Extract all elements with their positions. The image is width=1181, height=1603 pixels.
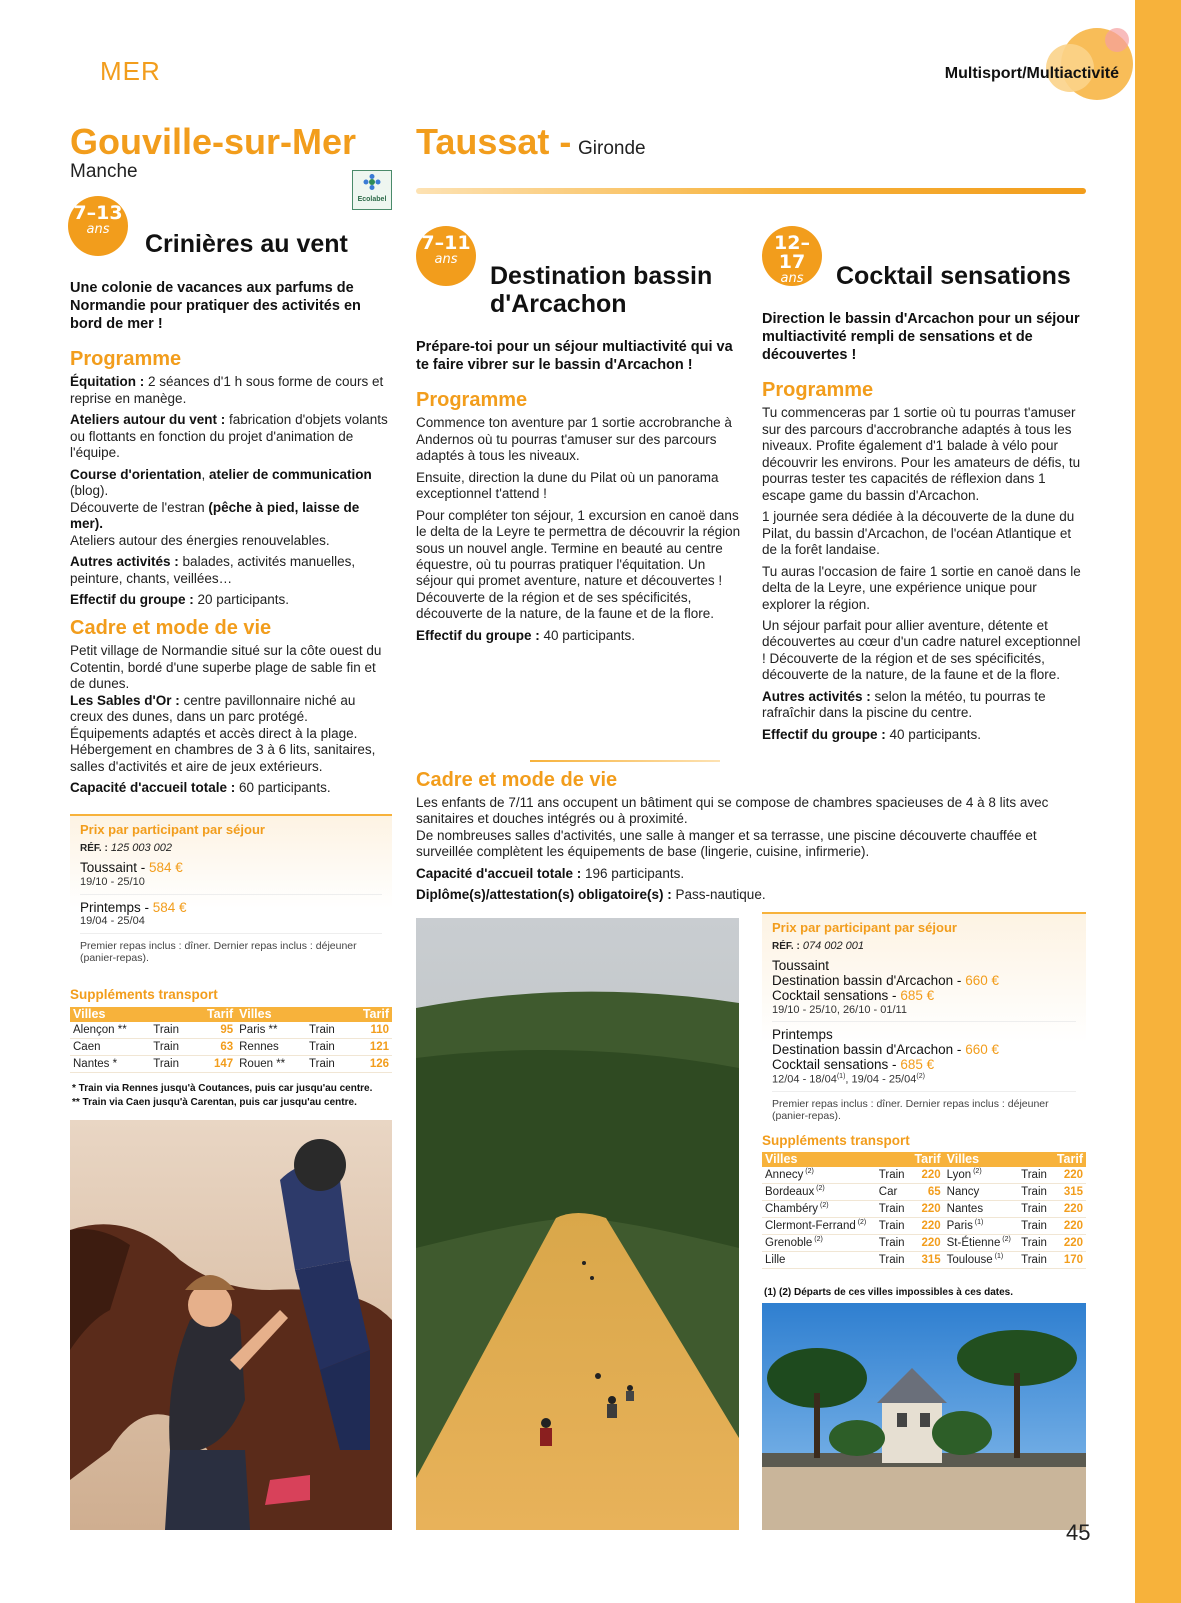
tarif-cell: 147: [193, 1056, 236, 1073]
programme-heading: Programme: [762, 379, 874, 402]
program-item: Découverte de l'estran (pêche à pied, laisse de mer).: [70, 499, 360, 532]
program-item: Commence ton aventure par 1 sortie accrobranche à Andernos où tu pourras t'amuser sur des parcours adaptés à tous les niveaux.: [416, 415, 732, 464]
period-printemps: Printemps: [772, 1027, 833, 1043]
cadre-text: Petit village de Normandie situé sur la côte ouest du Cotentin, bordé d'une superbe plage de sable fin et de dunes.: [70, 643, 382, 692]
city-cell: St-Étienne $^{(2)}$: [944, 1235, 1018, 1252]
mode-cell: Train: [306, 1056, 349, 1073]
transport-notes: * Train via Rennes jusqu'à Coutances, puis car jusqu'au centre. ** Train via Caen jusqu'à Carentan, puis car jusqu'au centre.: [72, 1083, 373, 1108]
mode-cell: Train: [306, 1039, 349, 1056]
program-item: Course d'orientation, atelier de communication (blog).: [70, 466, 372, 499]
reference: RÉF. : 125 003 002: [80, 841, 173, 854]
program-item: Ateliers autour des énergies renouvelables.: [70, 532, 330, 548]
program-item: Autres activités : balades, activités manuelles, peinture, chants, veillées…: [70, 554, 356, 586]
cadre-heading: Cadre et mode de vie: [416, 769, 618, 791]
age-badge-cocktail: 12–17 ans: [762, 226, 822, 286]
cocktail-content: [762, 310, 1087, 748]
table-row: [70, 1039, 392, 1056]
program-item: Autres activités : selon la météo, tu pourras te rafraîchir dans la piscine du centre.: [762, 688, 1046, 721]
side-color-bar: [1135, 0, 1181, 1603]
city-cell: Bordeaux $^{(2)}$: [762, 1184, 876, 1201]
cadre-underline: [530, 760, 720, 762]
dates-toussaint: 19/10 - 25/10: [80, 876, 382, 894]
mode-cell: Train: [150, 1056, 193, 1073]
city-cell: Toulouse $^{(1)}$: [944, 1252, 1018, 1269]
city-cell: Paris $^{(1)}$: [944, 1218, 1018, 1235]
mode-cell: Train: [150, 1022, 193, 1039]
mode-cell: Train: [876, 1252, 910, 1269]
age-badge-gouville: 7–13 ans: [68, 196, 128, 256]
tarif-cell: 315: [910, 1252, 944, 1269]
dates-printemps: 12/04 - 18/04$^{(1)}$, 19/04 - 25/04$^{(2)}$: [772, 1073, 1076, 1092]
city-cell: Clermont-Ferrand $^{(2)}$: [762, 1218, 876, 1235]
table-row: [762, 1201, 1086, 1218]
period-toussaint: Toussaint: [772, 958, 830, 974]
photo-dune-pilat: [416, 918, 739, 1530]
price-box-taussat: [762, 912, 1086, 1128]
city-cell: Nancy: [944, 1184, 1018, 1201]
city-cell: Chambéry $^{(2)}$: [762, 1201, 876, 1218]
city-cell: Nantes: [944, 1201, 1018, 1218]
tarif-cell: 220: [910, 1235, 944, 1252]
tarif-cell: 220: [910, 1167, 944, 1184]
city-cell: Rouen **: [236, 1056, 306, 1073]
repas-info: Premier repas inclus : dîner. Dernier repas inclus : déjeuner (panier-repas).: [772, 1097, 1049, 1122]
city-cell: Rennes: [236, 1039, 306, 1056]
program-item: Tu commenceras par 1 sortie où tu pourras t'amuser sur des parcours d'accrobranche adaptés à tous les niveaux. Profite également d'1 balade à vélo pour découvrir les environs. Pour les amateurs de défis, tu pourras tester tes capacités de réflexion dans 1 escape game du bassin d'Arcachon.: [762, 405, 1081, 503]
mode-cell: Train: [1018, 1218, 1052, 1235]
ecolabel-logo: Ecolabel: [352, 170, 392, 210]
region-manche: Manche: [70, 161, 138, 182]
table-row: [762, 1235, 1086, 1252]
table-row: [70, 1056, 392, 1073]
section-label: MER: [100, 56, 161, 86]
mode-cell: Train: [876, 1218, 910, 1235]
cadre-text: Les Sables d'Or : centre pavillonnaire niché au creux des dunes, dans un parc protégé. Équipements adaptés et accès direct à la plage. Hébergement en chambres de 3 à 6 lits, sanitaires, salles d'activités et aire de jeux extérieurs.: [70, 692, 376, 774]
dates-printemps: 19/04 - 25/04: [80, 915, 382, 933]
city-cell: Nantes *: [70, 1056, 150, 1073]
cadre-heading: Cadre et mode de vie: [70, 617, 272, 640]
table-row: [762, 1184, 1086, 1201]
intro-gouville: Une colonie de vacances aux parfums de Normandie pour pratiquer des activités en bord de mer !: [70, 280, 361, 333]
cadre-text: Capacité d'accueil totale : 60 participants.: [70, 780, 331, 796]
program-item: Équitation : 2 séances d'1 h sous forme de cours et reprise en manège.: [70, 374, 384, 406]
mode-cell: Train: [306, 1022, 349, 1039]
tarif-cell: 220: [1052, 1218, 1086, 1235]
tarif-cell: 126: [349, 1056, 392, 1073]
destination-content: [416, 338, 741, 649]
programme-heading: Programme: [70, 348, 182, 371]
cadre-text: Les enfants de 7/11 ans occupent un bâtiment qui se compose de chambres spacieuses de 4 à 8 lits avec sanitaires et douches intégrés ou à proximité.: [416, 795, 1049, 827]
tarif-cell: 65: [910, 1184, 944, 1201]
cadre-text: Diplôme(s)/attestation(s) obligatoire(s) : Pass-nautique.: [416, 887, 766, 903]
tarif-cell: 220: [910, 1218, 944, 1235]
tarif-cell: 220: [1052, 1201, 1086, 1218]
reference: RÉF. : 074 002 001: [772, 939, 865, 952]
sejour-title-destination: Destination bassin d'Arcachon: [490, 262, 713, 318]
program-item: Effectif du groupe : 20 participants.: [70, 592, 290, 607]
region-gironde: Gironde: [578, 138, 646, 159]
transport-table-taussat: Villes Tarif Villes Tarif Annecy $^{(2)}$ Train 220 Lyon $^{(2)}$ Train 220 Bordeaux $^{(2)}$ Car 65 Nancy Train 315 Chambéry $^{(2)}$ Train 220 Nantes Train 220 Clermont-Ferrand $^{(2)}$ Train 220 Paris $^{(1)}$ Train 220 Grenoble $^{(2)}$ Train 220 St-Étienne $^{(2)}$ Train 220 Lille Train 315 Toulouse $^{(1)}$ Train 170: [762, 1152, 1086, 1269]
price-title: Prix par participant par séjour: [772, 920, 957, 935]
city-cell: Paris **: [236, 1022, 306, 1039]
table-row: [70, 1022, 392, 1039]
city-cell: Grenoble $^{(2)}$: [762, 1235, 876, 1252]
cadre-text: De nombreuses salles d'activités, une salle à manger et sa terrasse, une piscine découverte chauffée et surveillée complètent les équipements de base (lingerie, cuisine, infirmerie).: [416, 827, 1037, 860]
flower-icon: [361, 174, 383, 192]
program-item: Ateliers autour du vent : fabrication d'objets volants ou flottants en fonction du projet d'animation de l'équipe.: [70, 412, 388, 461]
tarif-cell: 220: [1052, 1235, 1086, 1252]
price-toussaint: Toussaint - 584 €: [80, 860, 183, 876]
dates-toussaint: 19/10 - 25/10, 26/10 - 01/11: [772, 1004, 1076, 1022]
city-cell: Lille: [762, 1252, 876, 1269]
mode-cell: Train: [1018, 1235, 1052, 1252]
city-cell: Caen: [70, 1039, 150, 1056]
price-destination-printemps: Destination bassin d'Arcachon - 660 €: [772, 1042, 999, 1058]
gouville-content: [70, 279, 390, 802]
page-number: 45: [1066, 1520, 1091, 1545]
table-row: [762, 1252, 1086, 1269]
tarif-cell: 121: [349, 1039, 392, 1056]
photo-equitation: [70, 1120, 392, 1530]
program-item: Un séjour parfait pour allier aventure, détente et découvertes au cœur d'un cadre naturel exceptionnel ! Découverte de la région et de ses spécificités, découverte de la nature, de la faune et de la flore.: [762, 618, 1081, 683]
title-underline: [416, 188, 1086, 194]
repas-info: Premier repas inclus : dîner. Dernier repas inclus : déjeuner (panier-repas).: [80, 939, 357, 964]
program-item: Effectif du groupe : 40 participants.: [762, 726, 982, 742]
city-cell: Alençon **: [70, 1022, 150, 1039]
mode-cell: Train: [150, 1039, 193, 1056]
intro-destination: Prépare-toi pour un séjour multiactivité qui va te faire vibrer sur le bassin d'Arcachon !: [416, 339, 733, 374]
price-destination-toussaint: Destination bassin d'Arcachon - 660 €: [772, 973, 999, 989]
price-cocktail-printemps: Cocktail sensations - 685 €: [772, 1056, 935, 1072]
age-badge-destination: 7–11 ans: [416, 226, 476, 286]
mode-cell: Car: [876, 1184, 910, 1201]
mode-cell: Train: [876, 1235, 910, 1252]
tarif-cell: 95: [193, 1022, 236, 1039]
programme-heading: Programme: [416, 389, 528, 412]
supplements-title: Suppléments transport: [70, 987, 218, 1002]
mode-cell: Train: [1018, 1167, 1052, 1184]
program-item: Tu auras l'occasion de faire 1 sortie en canoë dans le delta de la Leyre, une expérience unique pour explorer la région.: [762, 563, 1081, 612]
tarif-cell: 220: [910, 1201, 944, 1218]
table-row: [762, 1167, 1086, 1184]
price-title: Prix par participant par séjour: [80, 822, 265, 837]
program-item: 1 journée sera dédiée à la découverte de la dune du Pilat, du bassin d'Arcachon, de l'océan Atlantique et de la forêt landaise.: [762, 509, 1075, 558]
cadre-text: Capacité d'accueil totale : 196 participants.: [416, 865, 685, 881]
mode-cell: Train: [876, 1167, 910, 1184]
tarif-cell: 315: [1052, 1184, 1086, 1201]
mode-cell: Train: [1018, 1201, 1052, 1218]
photo-villa-arcachon: [762, 1303, 1086, 1530]
intro-cocktail: Direction le bassin d'Arcachon pour un séjour multiactivité rempli de sensations et de découvertes !: [762, 311, 1080, 364]
mode-cell: Train: [1018, 1184, 1052, 1201]
mode-cell: Train: [1018, 1252, 1052, 1269]
mode-cell: Train: [876, 1201, 910, 1218]
price-box-gouville: [70, 814, 392, 970]
sejour-title-crinieres: Crinières au vent: [145, 230, 348, 258]
city-cell: Annecy $^{(2)}$: [762, 1167, 876, 1184]
category-title: Multisport/Multiactivité: [944, 65, 1119, 82]
tarif-cell: 63: [193, 1039, 236, 1056]
price-printemps: Printemps - 584 €: [80, 899, 187, 915]
transport-table-gouville: Villes Tarif Villes Tarif Alençon ** Train 95 Paris ** Train 110 Caen Train 63 Rennes Train 121 Nantes * Train 147 Rouen ** Train 126: [70, 1007, 392, 1073]
tarif-cell: 220: [1052, 1167, 1086, 1184]
destination-taussat: Taussat -: [416, 121, 572, 162]
table-row: [762, 1218, 1086, 1235]
supplements-title: Suppléments transport: [762, 1133, 910, 1148]
price-cocktail-toussaint: Cocktail sensations - 685 €: [772, 987, 935, 1003]
city-cell: Lyon $^{(2)}$: [944, 1167, 1018, 1184]
program-item: Effectif du groupe : 40 participants.: [416, 627, 636, 643]
sejour-title-cocktail: Cocktail sensations: [836, 262, 1071, 290]
taussat-cadre: [416, 770, 1086, 909]
program-item: Pour compléter ton séjour, 1 excursion en canoë dans le delta de la Leyre te permettra de découvrir la région sous un nouvel angle. Termine en beauté au centre équestre, où tu pourras pratiquer l'équitation. Un séjour qui promet aventure, nature et découvertes ! Découverte de la région et de ses spécificités, découverte de la nature, de la faune et de la flore.: [416, 507, 741, 622]
transport-note: (1) (2) Départs de ces villes impossibles à ces dates.: [764, 1287, 1014, 1298]
program-item: Ensuite, direction la dune du Pilat où un panorama exceptionnel t'attend !: [416, 469, 719, 502]
destination-gouville: Gouville-sur-Mer: [70, 121, 357, 162]
tarif-cell: 110: [349, 1022, 392, 1039]
tarif-cell: 170: [1052, 1252, 1086, 1269]
